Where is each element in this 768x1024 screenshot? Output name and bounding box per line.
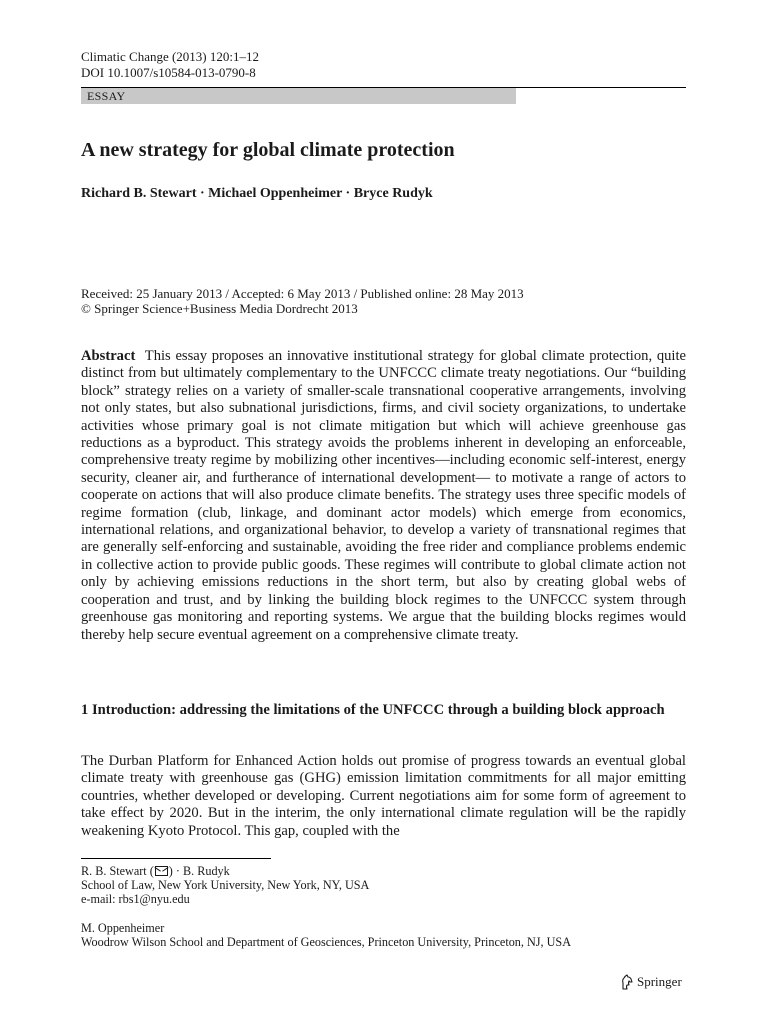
- abstract-label: Abstract: [81, 348, 136, 364]
- affiliation-2: [81, 921, 571, 949]
- corresponding-authors: [81, 864, 369, 878]
- email-address[interactable]: e-mail: rbs1@nyu.edu: [81, 892, 190, 906]
- springer-horse-icon: [620, 974, 634, 990]
- footnote-rule: [81, 858, 271, 859]
- affiliation-text-1: School of Law, New York University, New York, NY, USA: [81, 878, 370, 892]
- journal-volume: Climatic Change (2013) 120:1–12: [81, 49, 260, 64]
- abstract: [81, 348, 686, 644]
- author-name-1: R. B. Stewart (: [81, 864, 154, 878]
- section-type-bar: [81, 88, 516, 104]
- author-name-3: ) · B. Rudyk: [168, 864, 230, 878]
- envelope-icon: [155, 866, 168, 876]
- journal-citation: [81, 49, 259, 81]
- author-name-2: M. Oppenheimer: [81, 921, 165, 935]
- section-body: The Durban Platform for Enhanced Action holds out promise of progress towards an eventual global climate treaty with greenhouse gas (GHG) emission limitation commitments for all major emitting countries, whether developed or developing. Current negotiations aim for some form of agreement to take effect by 2020. But in the interim, the only international climate regulation will be the rapidly weakening Kyoto Protocol. This gap, coupled with the: [81, 753, 686, 839]
- publication-dates: [81, 286, 524, 316]
- abstract-text: This essay proposes an innovative institutional strategy for global climate protection, quite distinct from but ultimately complementary to the UNFCCC climate treaty negotiations. Our “building block” strategy relies on a variety of smaller-scale transnational cooperative arrangements, involving not only states, but also subnational jurisdictions, firms, and civil society organizations, to undertake activities whose primary goal is not climate mitigation but which will achieve greenhouse gas reductions as a byproduct. This strategy avoids the problems inherent in developing an enforceable, comprehensive treaty regime by mobilizing other incentives—including economic self-interest, energy security, cleaner air, and furtherance of international development— to motivate a range of actors to cooperate on actions that will also produce climate benefits. The strategy uses three specific models of regime formation (club, linkage, and dominant actor models) which emerge from economics, international relations, and organizational behavior, to develop a variety of transnational regimes that are generally self-enforcing and sustainable, avoiding the free rider and compliance problems endemic in collective action to provide public goods. These regimes will contribute to global climate action not only by achieving emissions reductions in the short term, but also by creating global webs of cooperation and trust, and by linking the building block regimes to the UNFCCC system through greenhouse gas monitoring and reporting systems. We argue that the building blocks regimes would thereby help secure eventual agreement on a comprehensive climate treaty.: [81, 348, 687, 643]
- publisher-name: Springer: [637, 974, 682, 989]
- affiliation-1: [81, 864, 369, 906]
- doi[interactable]: DOI 10.1007/s10584-013-0790-8: [81, 65, 256, 80]
- affiliation-text-2: Woodrow Wilson School and Department of Geosciences, Princeton University, Princeton, NJ, USA: [81, 935, 572, 949]
- copyright: © Springer Science+Business Media Dordrecht 2013: [81, 301, 358, 316]
- article-title: A new strategy for global climate protection: [81, 139, 455, 161]
- author-list: Richard B. Stewart · Michael Oppenheimer · Bryce Rudyk: [81, 186, 433, 201]
- history-dates: Received: 25 January 2013 / Accepted: 6 May 2013 / Published online: 28 May 2013: [81, 286, 524, 301]
- section-heading: 1 Introduction: addressing the limitations of the UNFCCC through a building block approach: [81, 702, 665, 718]
- publisher-logo: [620, 973, 682, 991]
- section-type-label: ESSAY: [87, 89, 126, 103]
